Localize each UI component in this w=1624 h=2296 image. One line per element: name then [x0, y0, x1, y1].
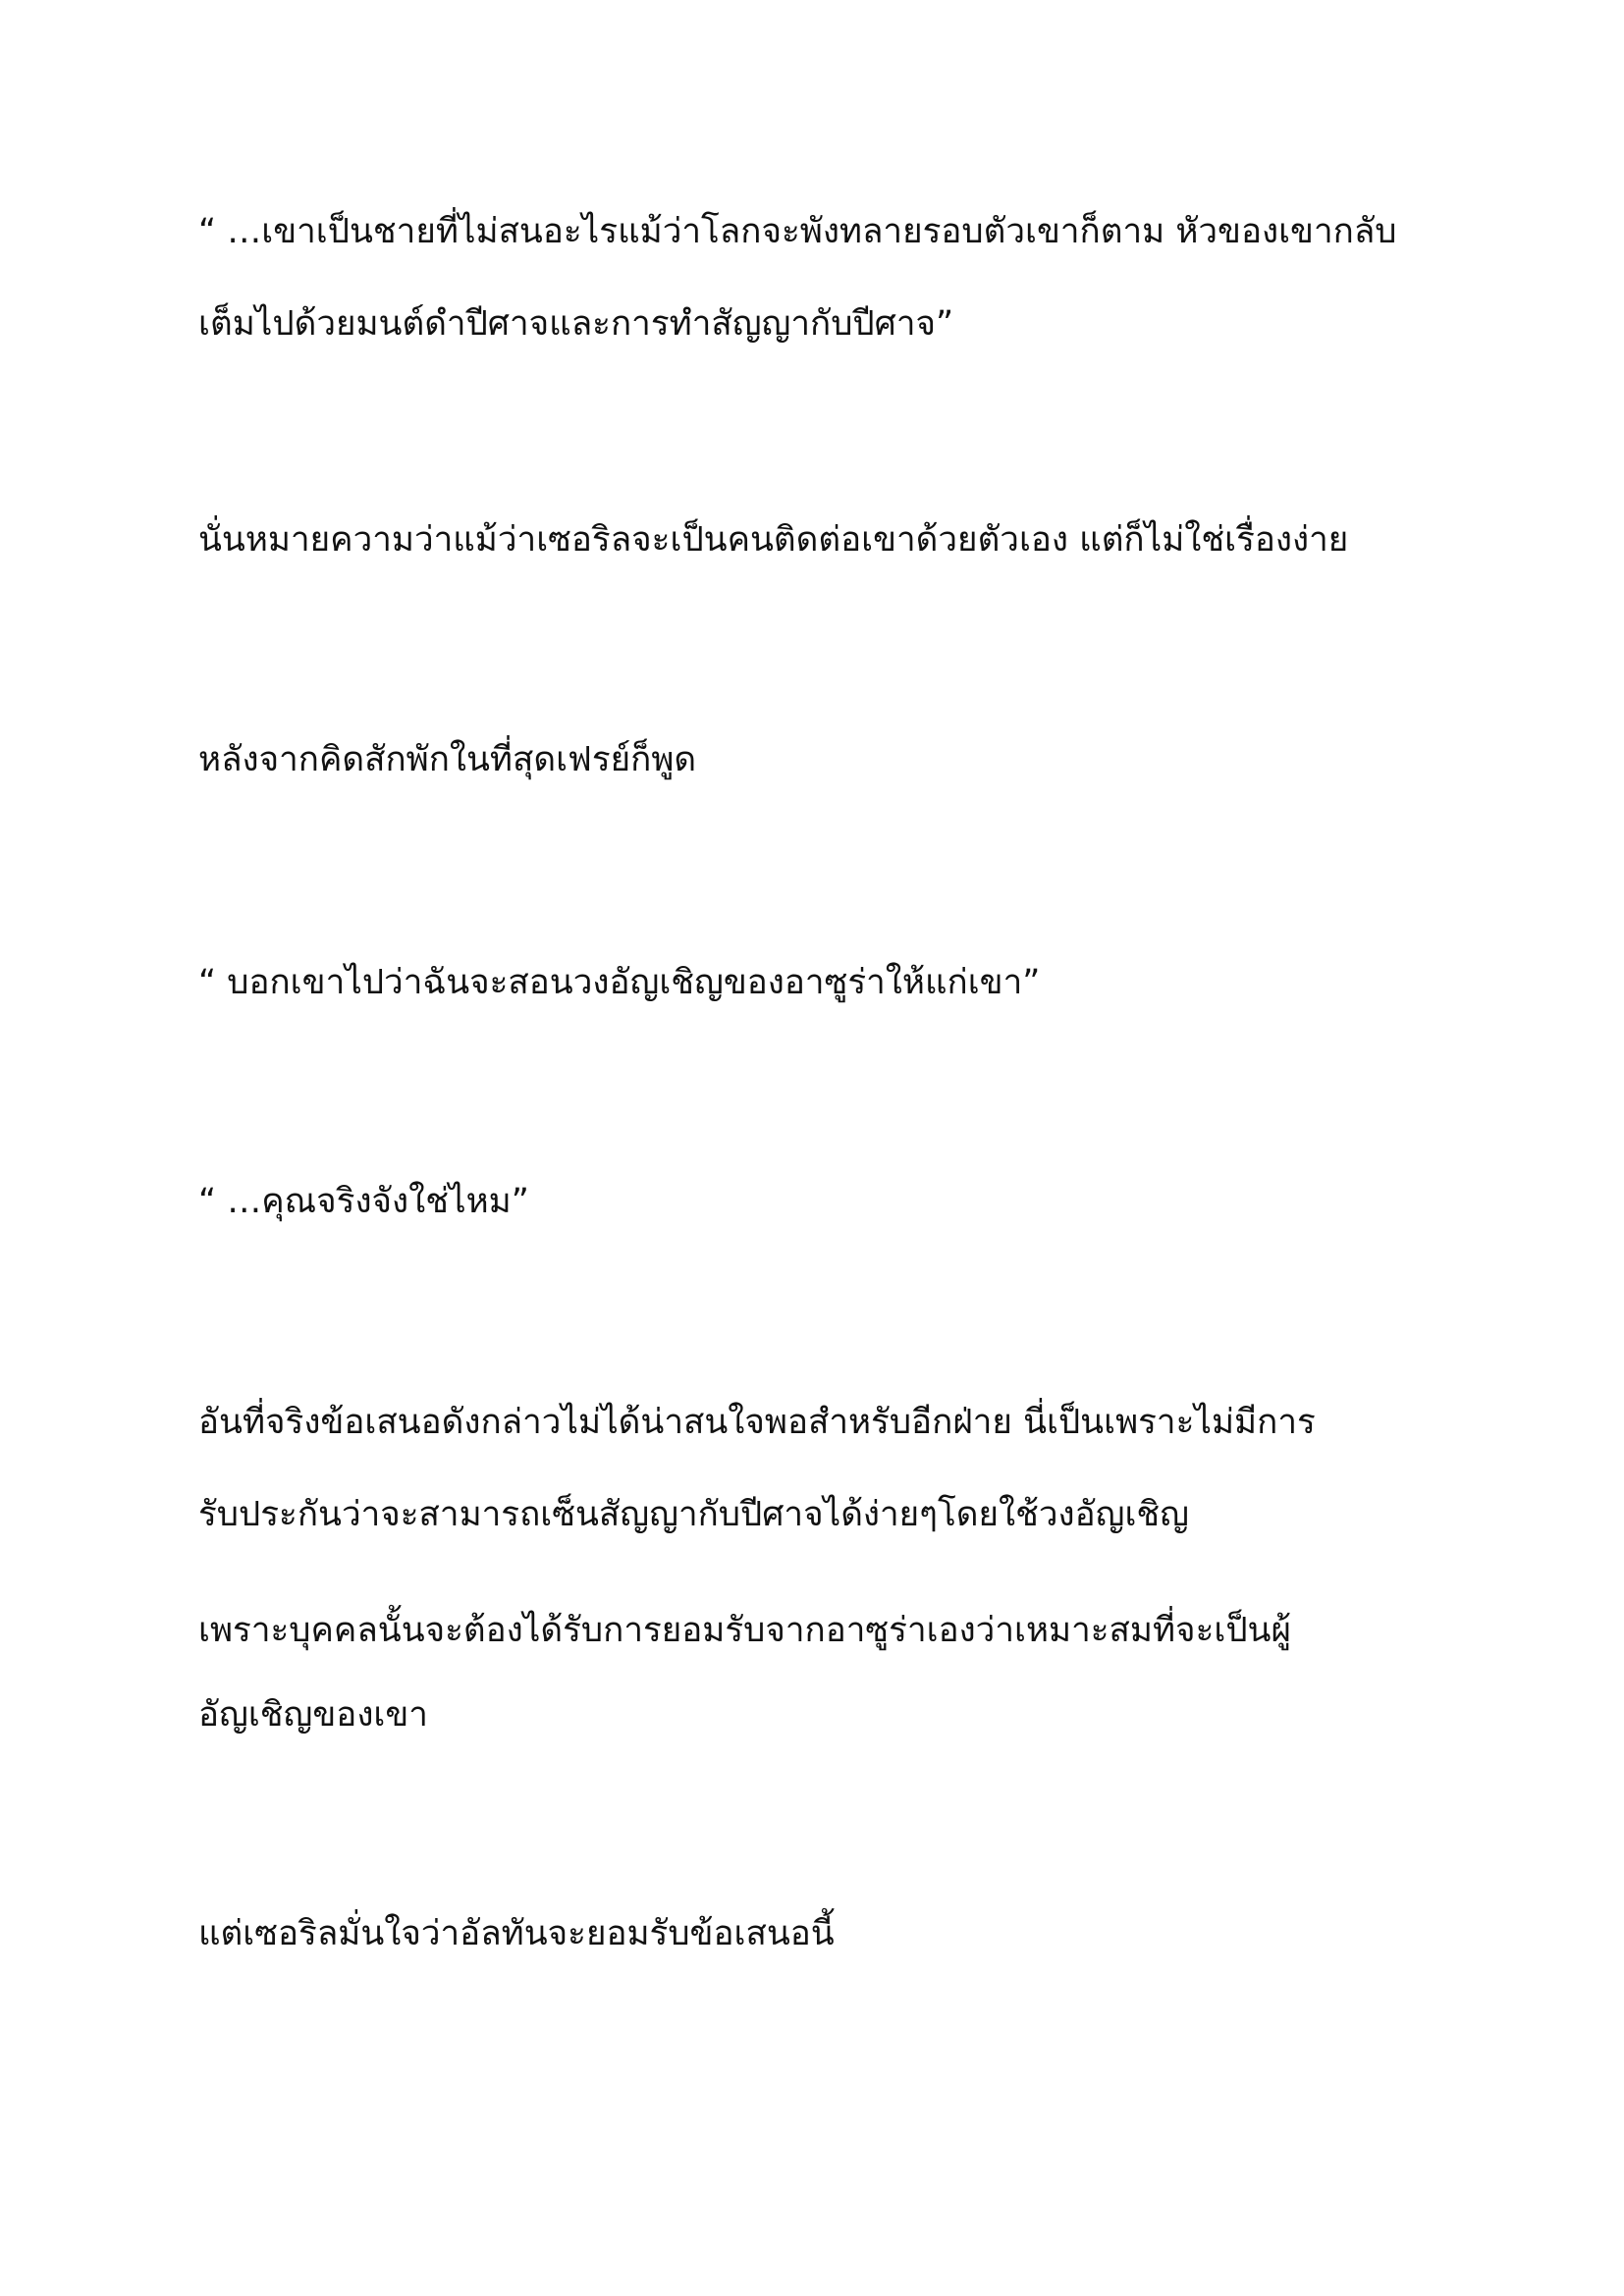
paragraph-line-2: เต็มไปด้วยมนต์ดำปีศาจและการทำสัญญากับปีศาจ” — [198, 304, 954, 344]
paragraph-line-9: เพราะบุคคลนั้นจะต้องได้รับการยอมรับจากอาซูร่าเองว่าเหมาะสมที่จะเป็นผู้ — [198, 1611, 1291, 1650]
paragraph-line-7: อันที่จริงข้อเสนอดังกล่าวไม่ได้น่าสนใจพอสำหรับอีกฝ่าย นี่เป็นเพราะไม่มีการ — [198, 1403, 1316, 1442]
paragraph-line-8: รับประกันว่าจะสามารถเซ็นสัญญากับปีศาจได้ง่ายๆโดยใช้วงอัญเชิญ — [198, 1495, 1189, 1534]
paragraph-line-4: หลังจากคิดสักพักในที่สุดเฟรย์ก็พูด — [198, 740, 697, 779]
paragraph-line-6: “ …คุณจริงจังใช่ไหม” — [198, 1182, 529, 1221]
paragraph-line-3: นั่นหมายความว่าแม้ว่าเซอริลจะเป็นคนติดต่อเขาด้วยตัวเอง แต่ก็ไม่ใช่เรื่องง่าย — [198, 520, 1349, 560]
paragraph-line-11: แต่เซอริลมั่นใจว่าอัลทันจะยอมรับข้อเสนอนี้ — [198, 1914, 835, 1953]
paragraph-line-10: อัญเชิญของเขา — [198, 1695, 428, 1735]
paragraph-line-1: “ …เขาเป็นชายที่ไม่สนอะไรแม้ว่าโลกจะพังทลายรอบตัวเขาก็ตาม หัวของเขากลับ — [198, 212, 1397, 251]
paragraph-line-5: “ บอกเขาไปว่าฉันจะสอนวงอัญเชิญของอาซูร่าให้แก่เขา” — [198, 963, 1041, 1002]
